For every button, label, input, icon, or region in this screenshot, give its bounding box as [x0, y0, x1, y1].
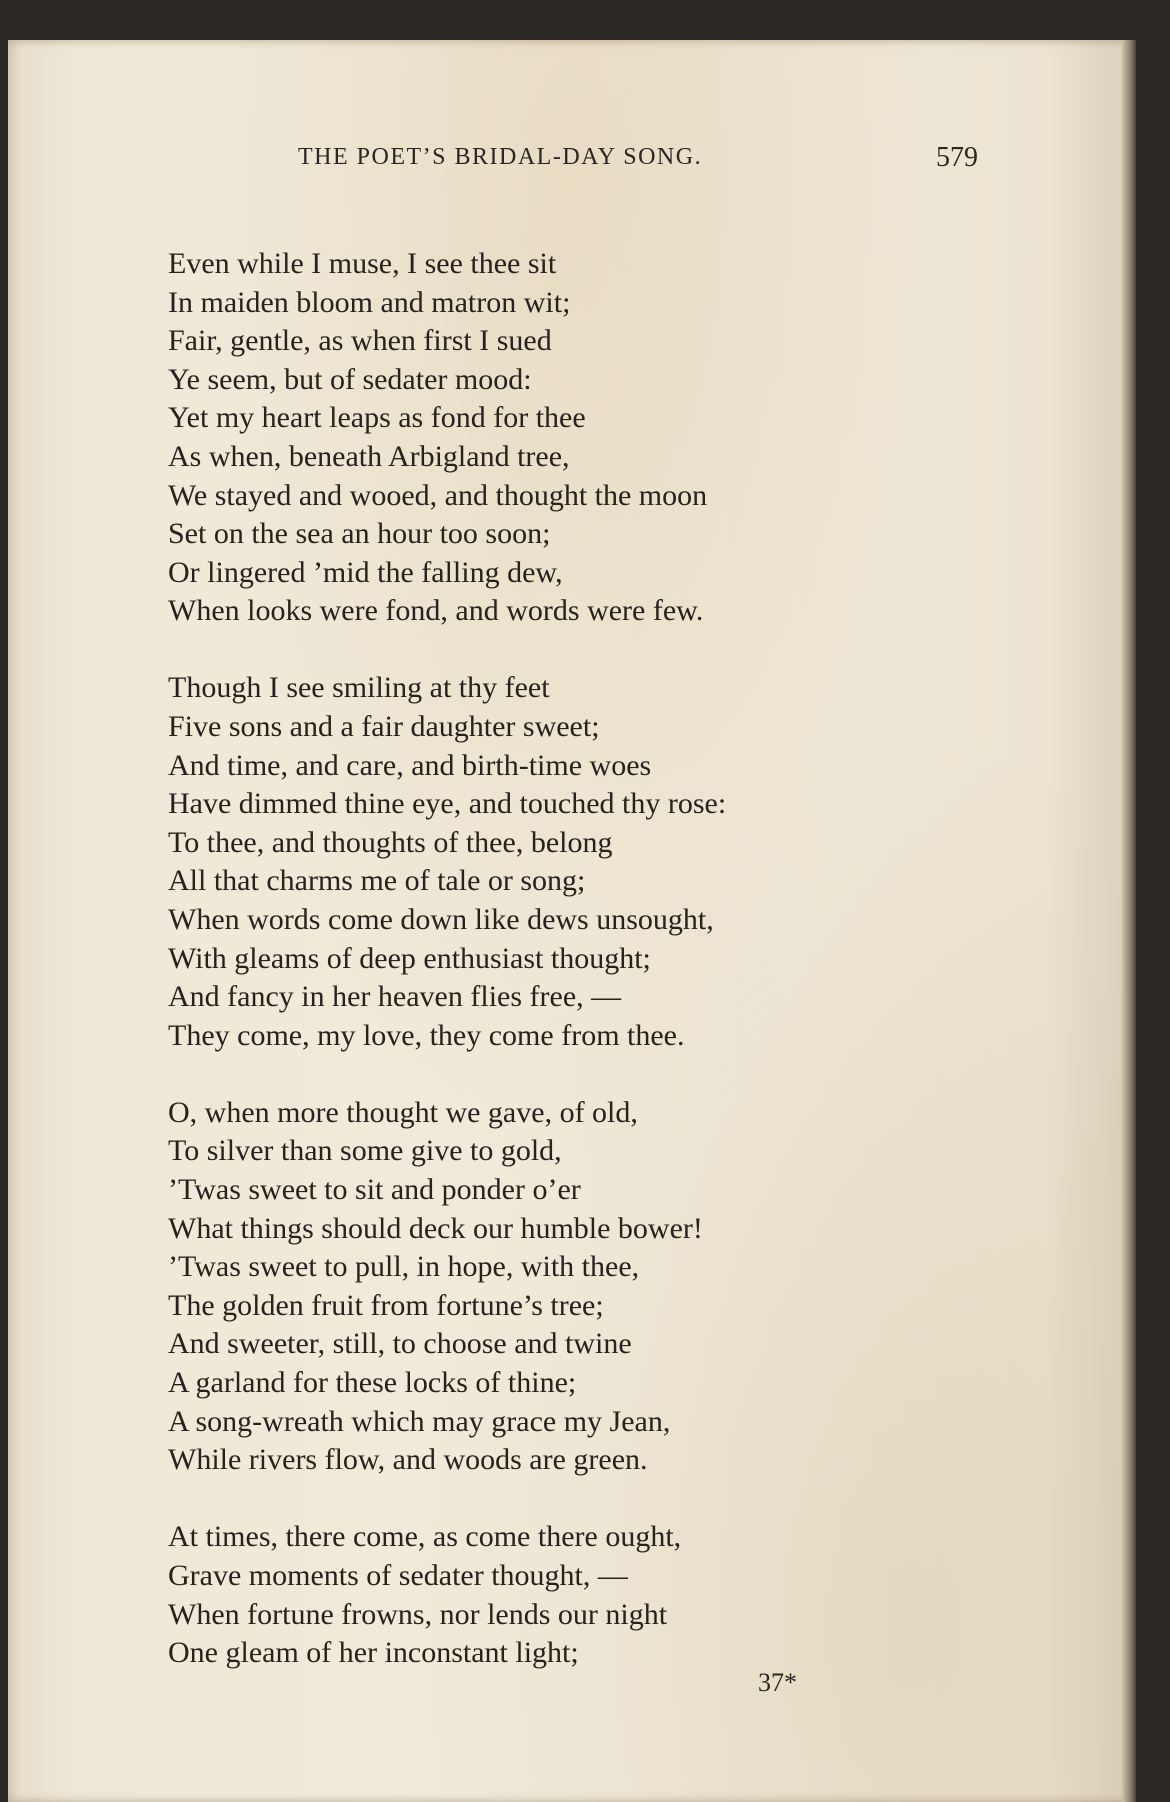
poem-line: Or lingered ’mid the falling dew,	[168, 555, 563, 589]
stanza-4	[168, 1518, 968, 1672]
poem-line: All that charms me of tale or song;	[168, 864, 586, 898]
poem-line: O, when more thought we gave, of old,	[168, 1095, 638, 1129]
poem-line: Have dimmed thine eye, and touched thy rose:	[168, 787, 727, 821]
poem-line: When fortune frowns, nor lends our night	[168, 1597, 668, 1631]
poem-line: At times, there come, as come there ought,	[168, 1520, 682, 1554]
page-number: 579	[936, 142, 978, 173]
poem-line: Grave moments of sedater thought, —	[168, 1558, 628, 1592]
poem-line: We stayed and wooed, and thought the moon	[168, 478, 708, 512]
poem-line: In maiden bloom and matron wit;	[168, 285, 571, 319]
signature-mark: 37*	[758, 1668, 797, 1697]
poem-line: Even while I muse, I see thee sit	[168, 247, 557, 280]
running-head	[8, 144, 1136, 184]
page-edge	[1122, 40, 1136, 1802]
poem-line: Fair, gentle, as when first I sued	[168, 324, 552, 358]
poem-line: ’Twas sweet to pull, in hope, with thee,	[168, 1250, 640, 1284]
poem-line: While rivers flow, and woods are green.	[168, 1443, 648, 1477]
poem-line: As when, beneath Arbigland tree,	[168, 439, 570, 473]
book-page	[8, 40, 1136, 1802]
poem-line: They come, my love, they come from thee.	[168, 1018, 685, 1052]
running-title: THE POET’S BRIDAL-DAY SONG.	[298, 144, 703, 170]
poem-line: With gleams of deep enthusiast thought;	[168, 941, 651, 975]
poem-line: A garland for these locks of thine;	[168, 1366, 577, 1400]
poem-line: What things should deck our humble bower!	[168, 1211, 703, 1245]
poem-line: One gleam of her inconstant light;	[168, 1636, 579, 1670]
stanza-1	[168, 245, 968, 631]
poem-line: To thee, and thoughts of thee, belong	[168, 825, 613, 859]
poem-line: The golden fruit from fortune’s tree;	[168, 1288, 604, 1322]
stanza-3	[168, 1094, 968, 1480]
poem-line: And sweeter, still, to choose and twine	[168, 1327, 632, 1361]
poem-line: To silver than some give to gold,	[168, 1134, 562, 1168]
poem-line: Set on the sea an hour too soon;	[168, 517, 551, 551]
poem-line: Yet my heart leaps as fond for thee	[168, 401, 586, 435]
poem-line: And time, and care, and birth-time woes	[168, 748, 652, 782]
stanza-2	[168, 669, 968, 1055]
poem-body	[168, 245, 968, 1711]
poem-line: And fancy in her heaven flies free, —	[168, 980, 622, 1014]
poem-line: A song-wreath which may grace my Jean,	[168, 1404, 671, 1438]
poem-line: When looks were fond, and words were few.	[168, 594, 704, 628]
poem-line: ’Twas sweet to sit and ponder o’er	[168, 1173, 581, 1207]
poem-line: Though I see smiling at thy feet	[168, 671, 550, 705]
poem-line: Ye seem, but of sedater mood:	[168, 362, 532, 396]
poem-line: When words come down like dews unsought,	[168, 903, 714, 936]
poem-line: Five sons and a fair daughter sweet;	[168, 710, 600, 744]
